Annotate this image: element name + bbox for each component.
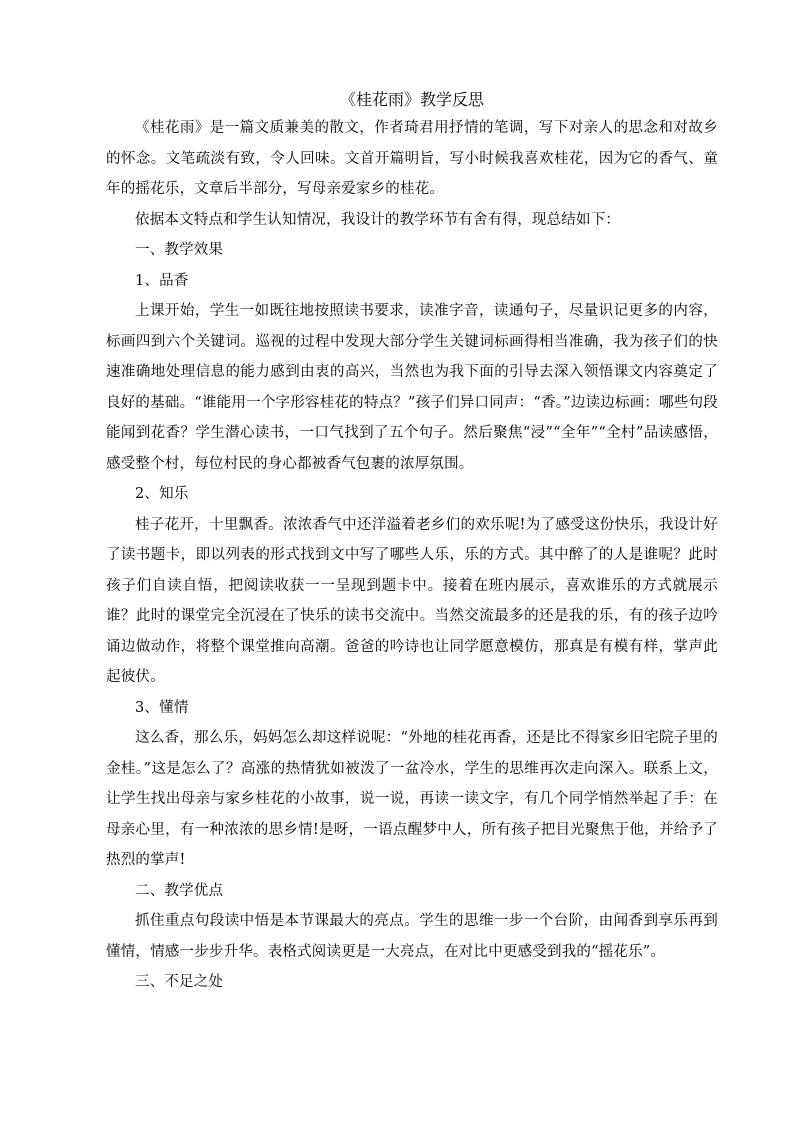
joy-paragraph: 桂子花开，十里飘香。浓浓香气中还洋溢着老乡们的欢乐呢!为了感受这份快乐，我设计好了读书题卡，即以列表的形式找到文中写了哪些人乐，乐的方式。其中醉了的人是谁呢？此时孩子们自读自悟，把阅读收获一一呈现到题卡中。接着在班内展示，喜欢谁乐的方式就展示谁？此时的课堂完全沉浸在了快乐的读书交流中。当然交流最多的还是我的乐，有的孩子边吟诵边做动作，将整个课堂推向高潮。爸爸的吟诗也让同学愿意模仿，那真是有模有样，掌声此起彼伏。 [106,516,718,685]
subheading-emotion: 3、懂情 [135,699,189,716]
section-heading-strengths: 二、教学优点 [135,882,224,899]
section-heading-shortcomings: 三、不足之处 [135,974,224,990]
smell-paragraph: 上课开始，学生一如既往地按照读书要求，读准字音，读通句子，尽量识记更多的内容，标画四到六个关键词。巡视的过程中发现大部分学生关键词标画得相当准确，我为孩子们的快速准确地处理信息的能力感到由衷的高兴，当然也为我下面的引导去深入领悟课文内容奠定了良好的基础。“谁能用一个字形容桂花的特点？”孩子们异口同声：“香。”边读边标画：哪些句段能闻到花香？学生潜心读书，一口气找到了五个句子。然后聚焦“浸”“全年”“全村”品读感悟，感受整个村，每位村民的身心都被香气包裹的浓厚氛围。 [106,303,718,472]
subheading-smell: 1、品香 [135,272,189,289]
document-body [106,86,718,998]
document-title: 《桂花雨》教学反思 [339,90,484,109]
summary-paragraph: 依据本文特点和学生认知情况，我设计的教学环节有舍有得，现总结如下： [135,211,621,228]
emotion-paragraph: 这么香，那么乐，妈妈怎么却这样说呢：“外地的桂花再香，还是比不得家乡旧宅院子里的金桂。”这是怎么了？高涨的热情犹如被泼了一盆冷水，学生的思维再次走向深入。联系上文，让学生找出母亲与家乡桂花的小故事，说一说，再读一读文字，有几个同学悄然举起了手：在母亲心里，有一种浓浓的思乡情!是呀，一语点醒梦中人，所有孩子把目光聚焦于他，并给予了热烈的掌声! [106,730,718,868]
strengths-paragraph: 抓住重点句段读中悟是本节课最大的亮点。学生的思维一步一个台阶，由闻香到享乐再到懂情，情感一步步升华。表格式阅读更是一大亮点，在对比中更感受到我的“摇花乐”。 [106,913,718,960]
intro-paragraph: 《桂花雨》是一篇文质兼美的散文，作者琦君用抒情的笔调，写下对亲人的思念和对故乡的怀念。文笔疏淡有致，令人回味。文首开篇明旨，写小时候我喜欢桂花，因为它的香气、童年的摇花乐，文章后半部分，写母亲爱家乡的桂花。 [106,120,718,197]
section-heading-teaching-effect: 一、教学效果 [135,242,224,258]
subheading-joy: 2、知乐 [135,486,189,502]
